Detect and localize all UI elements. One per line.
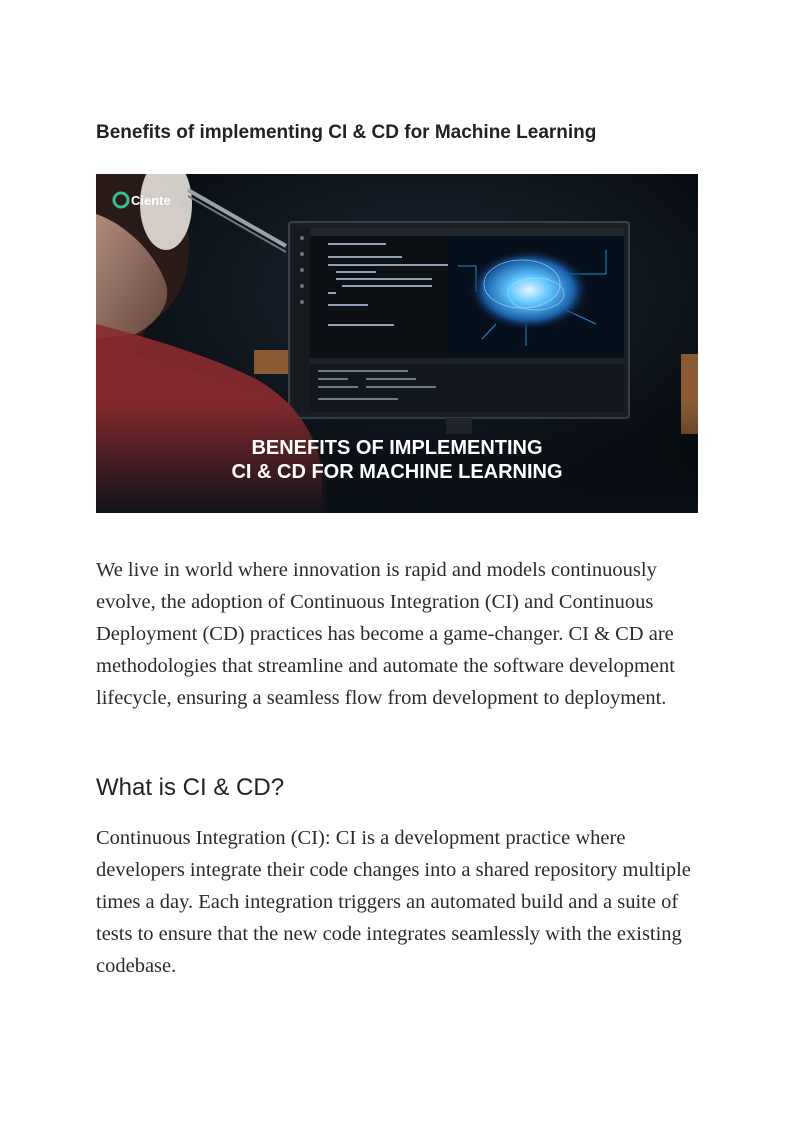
section-heading: What is CI & CD? <box>96 774 285 801</box>
banner-line-1: BENEFITS OF IMPLEMENTING <box>251 437 543 459</box>
monitor-illustration <box>289 222 629 434</box>
ci-paragraph: Continuous Integration (CI): CI is a development practice where developers integrate their code changes into a shared repository multiple times a day. Each integration triggers an automated build and a suite of tests to ensure that the new code integrates seamlessly with the existing codebase. <box>96 827 691 977</box>
hero-image <box>96 174 698 513</box>
article-title: Benefits of implementing CI & CD for Machine Learning <box>96 122 597 143</box>
intro-paragraph: We live in world where innovation is rapid and models continuously evolve, the adoption of Continuous Integration (CI) and Continuous Deployment (CD) practices has become a game-changer. CI & CD are methodologies that streamline and automate the software development lifecycle, ensuring a seamless flow from development to deployment. <box>96 559 675 709</box>
banner-line-2: CI & CD FOR MACHINE LEARNING <box>231 461 563 483</box>
svg-text:Ciente: Ciente <box>131 193 171 208</box>
